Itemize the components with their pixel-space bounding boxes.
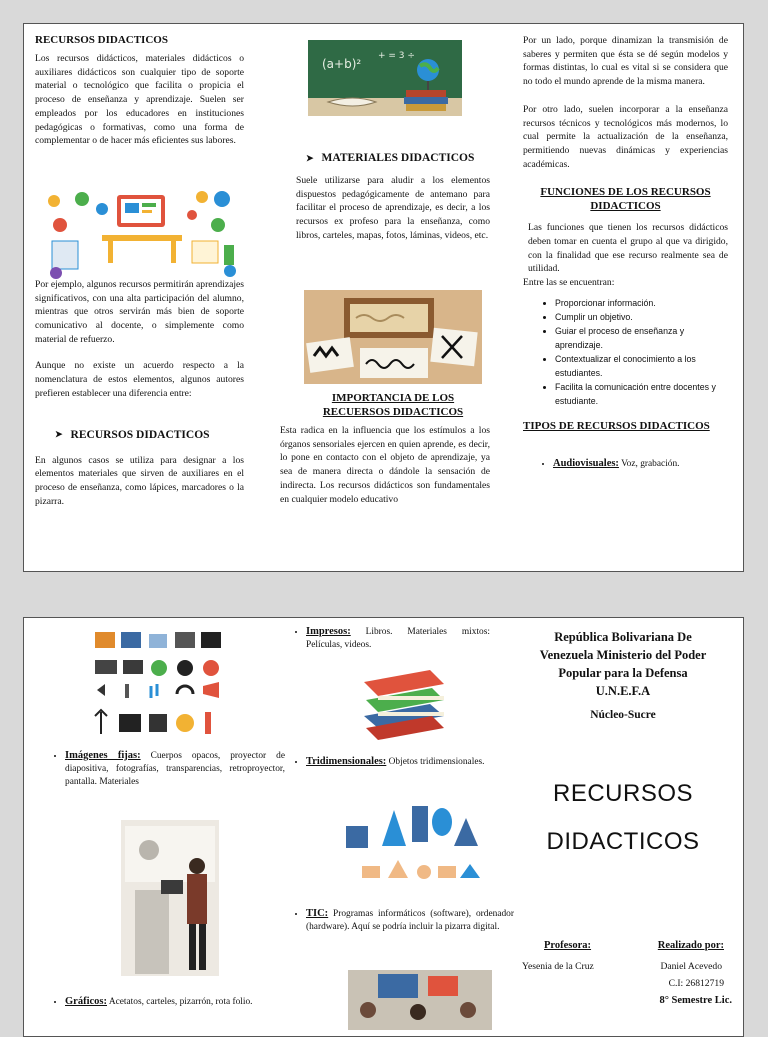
classroom-photo (348, 970, 492, 1030)
tic-item (282, 908, 514, 934)
professor-name: Yesenia de la Cruz (522, 961, 594, 972)
printed-item (282, 626, 490, 652)
importance-paragraph: Esta radica en la influencia que los estímulos a los órganos sensoriales ejercen en quien aprende, es decir, lo pone en contacto con el objeto de aprendizaje, ya sea de manera directa o dándole la sensación de indirecta. Los recursos didácticos son fundamentales en cualquier modelo educativo (280, 425, 490, 505)
audiovisual-label: Audiovisuales: (553, 457, 619, 469)
author-label: Realizado por: (657, 940, 724, 951)
brochure-page-2 (23, 617, 744, 1037)
types-heading: TIPOS DE RECURSOS DIDACTICOS (523, 419, 710, 432)
col3-paragraph-2: Por otro lado, suelen incorporar a la enseñanza recursos técnicos y tecnológicos más modernos, lo cual permite la actualización de la enseñanza, permitiendo nuevas dinámicas y experiencias académicas. (523, 103, 728, 170)
fixed-images-label: Imágenes fijas: (65, 750, 141, 761)
graphics-item (35, 996, 285, 1009)
graphics-text: Acetatos, carteles, pizarrón, rota folio. (107, 997, 253, 1007)
materials-paragraph: Suele utilizarse para aludir a los elementos dispuestos pedagógicamente de antemano para facilitar el proceso de aprendizaje, es decir, a los recursos ex profeso para la enseñanza, como libros, carteles, mapas, fotos, láminas, videos, etc. (296, 175, 490, 241)
printed-label: Impresos: (306, 626, 351, 637)
audiovisual-item (523, 458, 728, 471)
credits-block (510, 940, 736, 1006)
intro-paragraph: Los recursos didácticos, materiales didácticos o auxiliares didácticos son cualquier tipo de soporte material o tecnológico que facilita o propicia el proceso de enseñanza y aprendizaje. Suelen ser empleados por los educadores en instituciones pedagógicas o formativas, como una forma de complementar o de hacer más eficientes sus labores. (35, 53, 244, 147)
printed-text: Libros. Materiales mixtos: Películas, videos. (306, 627, 490, 650)
arrow-right-icon: ➤ (306, 152, 314, 163)
svg-text:+ = 3 ÷: + = 3 ÷ (378, 51, 415, 61)
among-text: Entre las se encuentran: (523, 277, 615, 289)
functions-paragraph: Las funciones que tienen los recursos didácticos deben tomar en cuenta el grupo al que va dirigido, con la finalidad que ese recurso realmente sea de utilidad. (528, 222, 728, 275)
agreement-paragraph: Aunque no existe un acuerdo respecto a la nomenclatura de estos elementos, algunos autores prefieren establecer una diferencia entre: (35, 360, 244, 399)
column-3 (523, 34, 728, 471)
graphics-label: Gráficos: (65, 996, 107, 1007)
sub-paragraph: En algunos casos se utiliza para designar a los elementos materiales que sirven de auxiliares en el proceso de enseñanza, como lápices, marcadores o la pizarra. (35, 454, 244, 507)
semester-label: 8° Semestre Lic. (659, 995, 732, 1006)
media-icons-grid (91, 628, 227, 742)
projector-photo (121, 820, 219, 976)
brochure-page-1 (23, 23, 744, 572)
author-id: C.I: 26812719 (668, 978, 724, 989)
books-stack-image (360, 666, 446, 744)
col3-paragraph-1: Por un lado, porque dinamizan la transmisión de saberes y permiten que ésta se dé según modelos y formas distintas, lo cual es vital si se considera que no todo el mundo aprende de la misma manera. (523, 35, 728, 88)
functions-heading: FUNCIONES DE LOS RECURSOS DIDACTICOS (540, 186, 711, 213)
heading-recursos: RECURSOS DIDACTICOS (35, 34, 168, 46)
list-item: • Contextualizar el conocimiento a los estudiantes. (555, 352, 728, 380)
fixed-images-text: Cuerpos opacos, proyector de diapositiva, fotografías, transparencias, retroproyector, pantalla. Materiales (65, 751, 285, 787)
three-d-item (282, 756, 514, 769)
nucleus-label: Núcleo-Sucre (590, 709, 656, 721)
functions-list (523, 296, 728, 408)
sub-heading-recursos: ➤ RECURSOS DIDACTICOS (55, 428, 210, 441)
document-title: RECURSOS DIDACTICOS (546, 780, 700, 855)
author-name: Daniel Acevedo (660, 961, 722, 972)
sand-tray-image (304, 290, 482, 384)
list-item: • Facilita la comunicación entre docentes y estudiante. (555, 380, 728, 408)
fixed-images-item (35, 750, 285, 788)
arrow-right-icon: ➤ (55, 429, 63, 440)
audiovisual-text: Voz, grabación. (618, 458, 680, 469)
tic-label: TIC: (306, 908, 329, 919)
column-1 (35, 34, 244, 508)
education-icons-illustration (42, 185, 240, 285)
materials-heading: ➤ MATERIALES DIDACTICOS (306, 152, 475, 164)
list-item: • Cumplir un objetivo. (555, 310, 728, 324)
geometric-solids-image (342, 796, 482, 896)
column-3-page2 (510, 628, 736, 1006)
importance-heading: IMPORTANCIA DE LOS RECUERSOS DIDACTICOS (322, 392, 464, 418)
tic-text: Programas informáticos (software), ordenador (hardware). Aquí se podría incluir la pizarra digital. (306, 909, 514, 932)
list-item: • Proporcionar información. (555, 296, 728, 310)
column-2-page2 (282, 626, 514, 932)
institution-block: República Bolivariana De Venezuela Ministerio del Poder Popular para la Defensa U.N.E.F.A (539, 630, 707, 698)
board-formula: (a+b)² (322, 57, 362, 71)
chalkboard-books-image (308, 40, 462, 116)
professor-label: Profesora: (544, 940, 592, 951)
example-paragraph: Por ejemplo, algunos recursos permitirán aprendizajes significativos, con una alta participación del alumno, mientras que otros servirán más bien de soporte comunicativo al docente, o simplemente como material de refuerzo. (35, 278, 244, 345)
three-d-text: Objetos tridimensionales. (386, 757, 485, 767)
list-item: • Guiar el proceso de enseñanza y aprendizaje. (555, 324, 728, 352)
three-d-label: Tridimensionales: (306, 756, 387, 767)
